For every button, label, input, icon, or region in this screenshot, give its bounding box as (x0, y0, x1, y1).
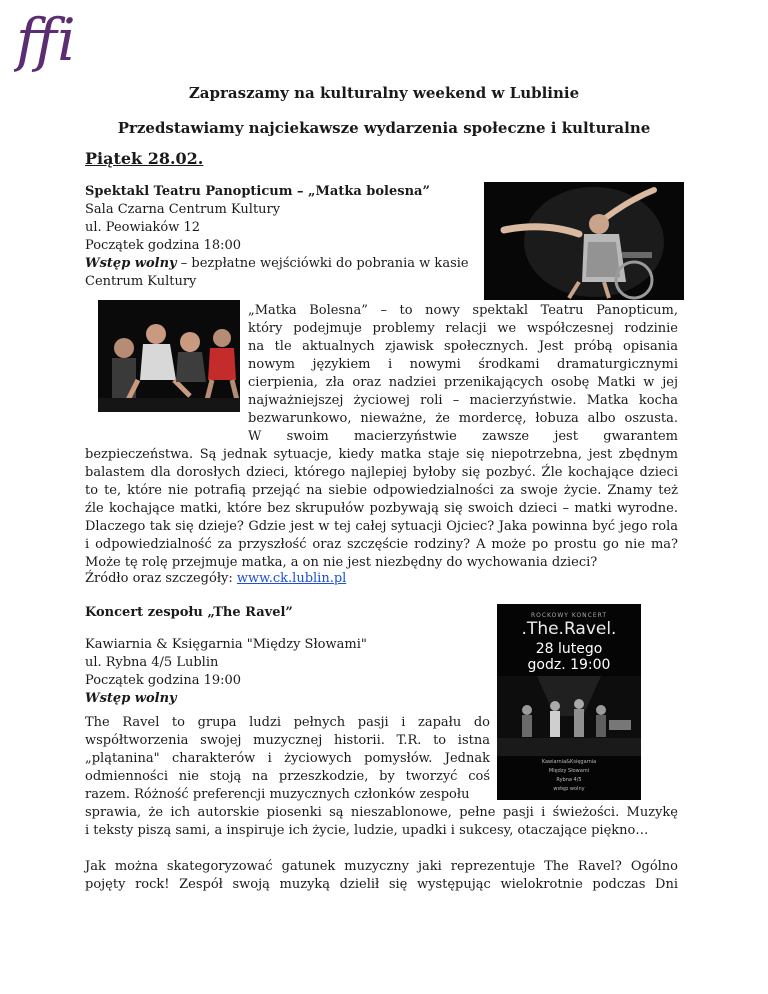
event1-description-wrapped (248, 302, 678, 446)
concert-poster (497, 604, 641, 800)
event2-description-wrapped (85, 714, 490, 804)
theatre-photo-wheelchair (484, 182, 684, 300)
event2-desc-full-line: sprawia, że ich autorskie piosenki są nieszablonowe, pełne pasji i świeżości. Muzykę (85, 805, 678, 820)
poster-foot2: Między Słowami (548, 768, 590, 774)
event2-details (85, 636, 485, 708)
event1-desc-full-line: to te, które nie potrafią przejąć na siebie odpowiedzialności za swoje życie. Znamy też (85, 483, 678, 498)
poster-band-photo (497, 676, 641, 756)
event1-info (85, 183, 485, 291)
poster-footer (497, 758, 641, 794)
event2-desc-line: razem. Różność preferencji muzycznych członków zespołu (85, 787, 470, 802)
day-heading: Piątek 28.02. (85, 149, 204, 168)
poster-time: godz. 19:00 (527, 657, 611, 673)
event1-desc-full-line: balastem dla dorosłych dzieci, którego najlepiej byłoby się pozbyć. Źle kochające dzieci (85, 465, 678, 480)
event1-desc-line: „Matka Bolesna” – to nowy spektakl Teatru Panopticum, (248, 303, 678, 318)
event1-entry (85, 255, 485, 273)
event1-desc-full-line: źle kochające matki, które bez skrupułów pozbywają się swoich dzieci – matki wyrodne. (85, 501, 678, 516)
event1-entry-rest2: Centrum Kultury (85, 274, 197, 289)
event1-address: ul. Peowiaków 12 (85, 220, 201, 235)
event1-desc-line: nowym językiem i nowymi środkami dramaturgicznymi (248, 357, 678, 372)
event2-desc-full-line: i teksty piszą sami, a inspiruje ich życie, ludzie, upadki i sukcesy, otaczające piękno… (85, 823, 649, 838)
event1-desc-line: na tle aktualnych zjawisk społecznych. Jest próbą opisania (248, 339, 678, 354)
event1-heading: Spektakl Teatru Panopticum – „Matka bolesna” (85, 184, 430, 199)
event2-para2-line: pojęty rock! Zespół swoją muzyką dzielił się występując wielokrotnie podczas Dni (85, 877, 678, 892)
event2-address: ul. Rybna 4/5 Lublin (85, 655, 219, 670)
event1-desc-line: W swoim macierzyństwie zawsze jest gwarantem (248, 429, 678, 444)
event1-desc-full-line: Może tę rolę przejmuje matka, a on nie jest niezbędny do wychowania dzieci? (85, 555, 598, 570)
page-title: Zapraszamy na kulturalny weekend w Lublinie (188, 84, 580, 102)
svg-text:ffi: ffi (16, 8, 76, 74)
event1-desc-line: najważniejszej życiowej roli – macierzyństwie. Matka kocha (248, 393, 678, 408)
page-subtitle: Przedstawiamy najciekawsze wydarzenia społeczne i kulturalne (117, 119, 651, 137)
event2-paragraph2 (85, 858, 678, 894)
event1-desc-line: który podejmuje problemy relacji we współczesnej rodzinie (248, 321, 678, 336)
ffi-logo (14, 8, 94, 80)
source-link[interactable]: www.ck.lublin.pl (236, 571, 347, 586)
event1-desc-line: cierpienia, zła oraz nadziei przenikających osobę Matki w jej (248, 375, 678, 390)
event2-desc-line: The Ravel to grupa ludzi pełnych pasji i zapału do (85, 715, 490, 730)
event2-desc-line: współtworzenia swojej muzycznej historii. T.R. to istna (85, 733, 490, 748)
event2-entry: Wstęp wolny (85, 691, 177, 706)
event2-heading: Koncert zespołu „The Ravel” (85, 605, 293, 620)
event1-venue: Sala Czarna Centrum Kultury (85, 202, 281, 217)
poster-foot3: Rybna 4/5 (556, 777, 582, 783)
event2-info (85, 604, 485, 622)
event1-desc-full-line: Dlaczego tak się dzieje? Gdzie jest w tej całej sytuacji Ojciec? Jaka powinna być jego rola (85, 519, 678, 534)
poster-foot1: Kawiarnia&Księgarnia (541, 759, 597, 765)
event2-description-full (85, 804, 678, 840)
event2-start: Początek godzina 19:00 (85, 673, 242, 688)
source-label: Źródło oraz szczegóły: (85, 571, 237, 586)
event2-para2-line: Jak można skategoryzować gatunek muzyczny jaki reprezentuje The Ravel? Ogólno (85, 859, 678, 874)
event1-source (85, 570, 346, 588)
event1-start: Początek godzina 18:00 (85, 238, 242, 253)
event1-desc-full-line: bezpieczeństwa. Są jednak sytuacje, kiedy matka staje się niepotrzebna, jest zbędnym (85, 447, 678, 462)
event2-venue: Kawiarnia & Księgarnia "Między Słowami" (85, 637, 367, 652)
event1-desc-full-line: i odpowiedzialność za przyszłość oraz szczęście rodziny? A może po prostu go nie ma? (85, 537, 678, 552)
event1-entry-label: Wstęp wolny (85, 256, 177, 271)
event2-desc-line: „plątanina" charakterów i życiowych pomysłów. Jednak (85, 751, 490, 766)
event1-description-full (85, 446, 678, 572)
poster-date: 28 lutego (535, 641, 603, 657)
event2-desc-line: odmienności nie stoją na przeszkodzie, by tworzyć coś (85, 769, 490, 784)
event1-entry-rest: – bezpłatne wejściówki do pobrania w kasie (176, 256, 469, 271)
poster-kicker: ROCKOWY KONCERT (530, 612, 608, 619)
poster-band: .The.Ravel. (521, 619, 617, 639)
poster-foot4: wstęp wolny (553, 786, 585, 792)
theatre-photo-group (98, 300, 240, 412)
event1-desc-line: bezwarunkowo, nieważne, że mordercę, łobuza albo oszusta. (248, 411, 678, 426)
